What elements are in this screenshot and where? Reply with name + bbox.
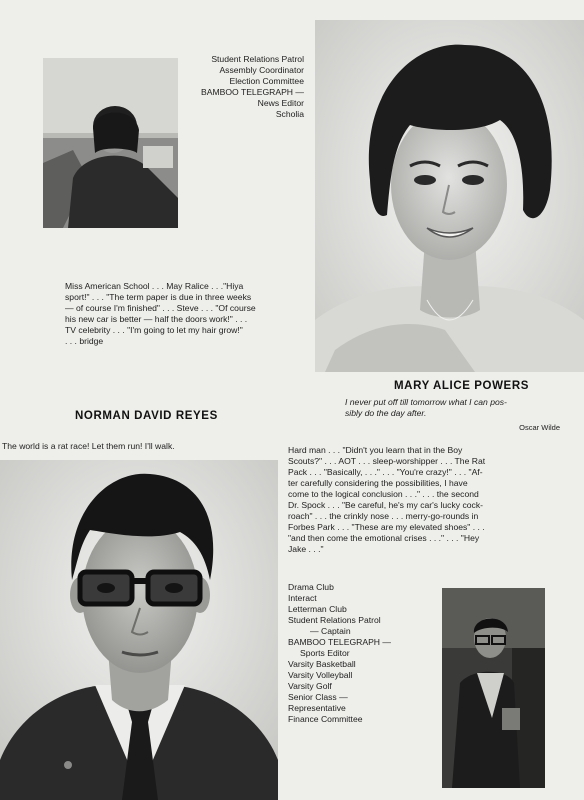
norman-name: NORMAN DAVID REYES — [75, 410, 218, 422]
remark-line: come to the logical conclusion . . ." . . . the second — [288, 489, 479, 499]
remark-line: . . . bridge — [65, 336, 104, 346]
activity-line: Representative — [288, 703, 346, 713]
activity-line: Election Committee — [229, 76, 304, 86]
remark-line: his new car is better — half the doors work!" . . . — [65, 314, 248, 324]
norman-remarks — [288, 445, 558, 555]
activity-line: Scholia — [275, 109, 304, 119]
activity-line: Letterman Club — [288, 604, 347, 614]
remark-line: TV celebrity . . . "I'm going to let my hair grow!" — [65, 325, 243, 335]
remark-line: Scouts?" . . . AOT . . . sleep-worshipper . . . The Rat — [288, 456, 486, 466]
norman-portrait — [0, 460, 278, 800]
activity-line: Interact — [288, 593, 317, 603]
remark-line: Forbes Park . . . "These are my elevated shoes" . . . — [288, 522, 485, 532]
activity-line: Varsity Basketball — [288, 659, 356, 669]
activity-line: Sports Editor — [300, 648, 350, 658]
activity-line: Finance Committee — [288, 714, 363, 724]
remark-line: sport!" . . . "The term paper is due in three weeks — [65, 292, 252, 302]
remark-line: Pack . . . "Basically, . . ." . . . "You're crazy!" . . . "Af- — [288, 467, 483, 477]
activity-line: Assembly Coordinator — [219, 65, 304, 75]
quote-line: I never put off till tomorrow what I can pos- — [345, 397, 507, 407]
remark-line: Dr. Spock . . . "Be careful, he's my car's lucky cock- — [288, 500, 483, 510]
quote-line: sibly do the day after. — [345, 408, 427, 418]
activity-line: Student Relations Patrol — [211, 54, 304, 64]
activity-line: Drama Club — [288, 582, 334, 592]
norman-activities — [288, 582, 438, 725]
activity-line: BAMBOO TELEGRAPH — — [288, 637, 391, 647]
mary-candid-photo — [43, 58, 178, 228]
mary-quote — [345, 397, 581, 419]
mary-remarks — [65, 281, 325, 347]
remark-line: — of course I'm finished" . . . Steve . . . "Of course — [65, 303, 256, 313]
norman-candid-photo — [442, 588, 545, 788]
mary-portrait — [315, 20, 584, 372]
norman-quote: The world is a rat race! Let them run! I'll walk. — [2, 441, 175, 451]
remark-line: Hard man . . . "Didn't you learn that in the Boy — [288, 445, 463, 455]
remark-line: ter carefully considering the possibilities, I have — [288, 478, 468, 488]
activity-line: Varsity Volleyball — [288, 670, 353, 680]
remark-line: Miss American School . . . May Ralice . . ."Hiya — [65, 281, 244, 291]
activity-line: News Editor — [257, 98, 304, 108]
activity-line: — Captain — [310, 626, 351, 636]
activity-line: BAMBOO TELEGRAPH — — [201, 87, 304, 97]
mary-quote-author: Oscar Wilde — [519, 423, 560, 432]
activity-line: Student Relations Patrol — [288, 615, 381, 625]
mary-name: MARY ALICE POWERS — [394, 380, 530, 392]
remark-line: Jake . . ." — [288, 544, 324, 554]
activity-line: Varsity Golf — [288, 681, 332, 691]
activity-line: Senior Class — — [288, 692, 348, 702]
remark-line: roach" . . . the crinkly nose . . . merry-go-rounds in — [288, 511, 479, 521]
remark-line: "and then come the emotional crises . . ." . . . "Hey — [288, 533, 480, 543]
mary-activities — [160, 54, 304, 120]
